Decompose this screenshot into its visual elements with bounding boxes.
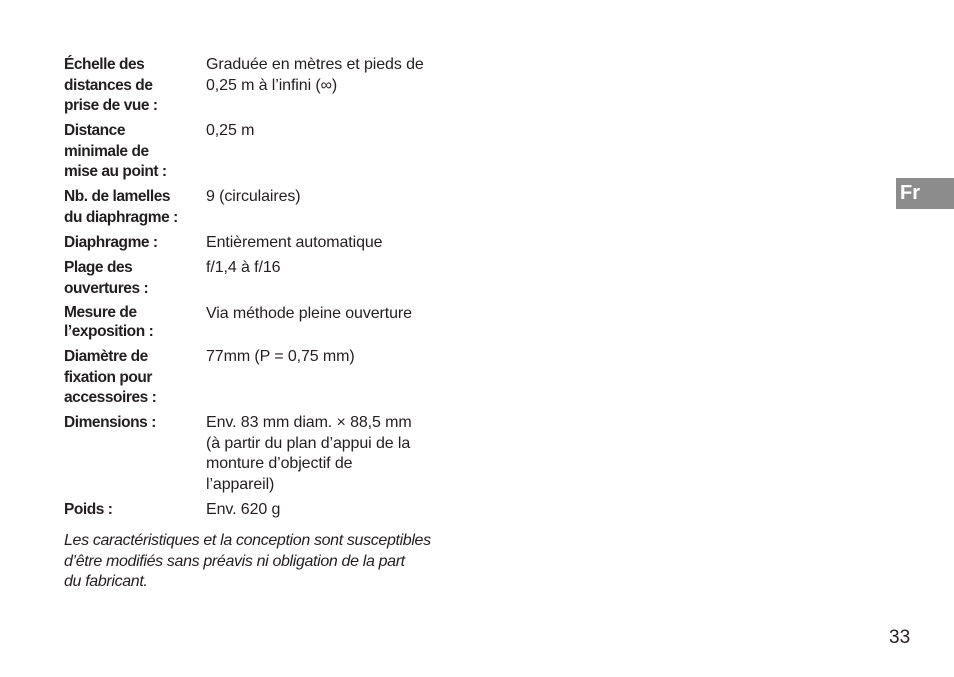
spec-label: Échelle des distances de prise de vue : (64, 56, 158, 114)
spec-value: f/1,4 à f/16 (206, 259, 281, 276)
spec-label: Mesure de l’exposition : (64, 304, 154, 340)
language-tab: Fr (896, 178, 954, 209)
spec-label: Distance minimale de mise au point : (64, 122, 167, 180)
spec-value: Graduée en mètres et pieds de 0,25 m à l’infini (∞) (206, 56, 424, 94)
page-number: 33 (889, 627, 911, 648)
spec-label: Poids : (64, 501, 113, 518)
spec-label: Nb. de lamelles du diaphragme : (64, 188, 178, 226)
spec-value: Entièrement automatique (206, 234, 383, 251)
spec-value: 9 (circulaires) (206, 188, 301, 205)
spec-label: Dimensions : (64, 414, 156, 431)
spec-label: Diaphragme : (64, 234, 158, 251)
disclaimer-note: Les caractéristiques et la conception sont susceptibles d’être modifiés sans préavis ni obligation de la part du fabricant. (64, 532, 431, 590)
spec-label: Plage des ouvertures : (64, 259, 149, 297)
spec-value: 77mm (P = 0,75 mm) (206, 348, 355, 365)
spec-value: Via méthode pleine ouverture (206, 305, 412, 322)
spec-value: 0,25 m (206, 122, 255, 139)
spec-label: Diamètre de fixation pour accessoires : (64, 348, 157, 406)
spec-value: Env. 83 mm diam. × 88,5 mm (à partir du plan d’appui de la monture d’objectif de l’appareil) (206, 414, 412, 493)
spec-value: Env. 620 g (206, 501, 281, 518)
